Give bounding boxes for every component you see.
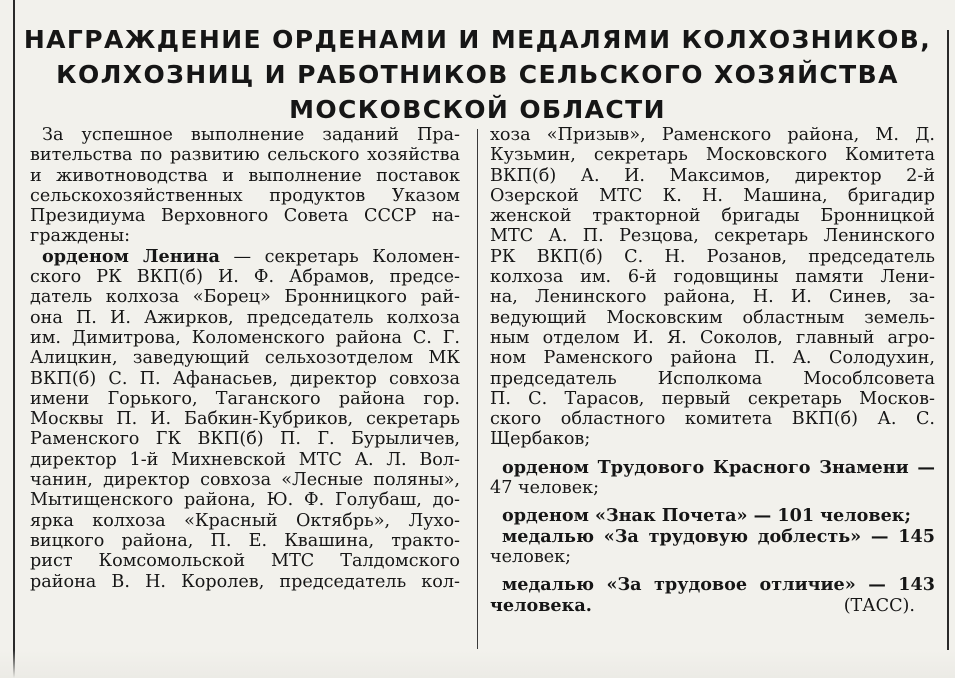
body-line: ВКП(б) С. П. Афанасьев, директор совхоза	[30, 368, 460, 389]
body-line: женской тракторной бригады Бронницкой	[490, 206, 935, 227]
body-line: чанин, директор совхоза «Лесные поляны»,	[30, 470, 460, 491]
body-line: ведующий Московским областным земель-	[490, 307, 935, 328]
award-lenin-lead: орденом Ленина	[42, 246, 220, 267]
body-line: Москвы П. И. Бабкин-Кубриков, секретарь	[30, 409, 460, 430]
award-trudovoe-krasnoe-znamya: орденом Трудового Красного Знамени —	[502, 457, 935, 478]
body-line: Президиума Верховного Совета СССР на-	[30, 206, 460, 227]
award-count-line: человека.	[490, 594, 592, 616]
body-line: вительства по развитию сельского хозяйства	[30, 145, 460, 166]
body-line: хоза «Призыв», Раменского района, М. Д.	[490, 125, 935, 145]
body-line: ном Раменского района П. А. Солодухин,	[490, 348, 935, 369]
body-line: рист Комсомольской МТС Талдомского	[30, 551, 460, 572]
paper-edge	[0, 650, 955, 678]
body-line: председатель Исполкома Мособлсовета	[490, 368, 935, 389]
body-line: вицкого района, П. Е. Квашина, тракто-	[30, 530, 460, 551]
award-znak-pocheta: орденом «Знак Почета» — 101 человек;	[502, 506, 912, 527]
body-line: на, Ленинского района, Н. И. Синев, за-	[490, 287, 935, 308]
body-line: Алицкин, заведующий сельхозотделом МК	[30, 348, 460, 369]
body-line: ского областного комитета ВКП(б) А. С.	[490, 409, 935, 430]
body-line: им. Димитрова, Коломенского района С. Г.	[30, 327, 460, 348]
body-line: директор 1-й Михневской МТС А. Л. Вол-	[30, 449, 460, 470]
award-trudovaya-doblest: медалью «За трудовую доблесть» — 145	[502, 526, 935, 547]
award-lead-line: орденом Ленина — секретарь Коломен-	[42, 246, 460, 267]
column-divider	[477, 129, 478, 649]
headline-line: НАГРАЖДЕНИЕ ОРДЕНАМИ И МЕДАЛЯМИ КОЛХОЗНИКОВ,	[23, 25, 932, 54]
body-line: За успешное выполнение заданий Пра-	[42, 125, 460, 145]
award-trudovoe-otlichie: медалью «За трудовое отличие» — 143	[502, 575, 935, 596]
body-line: ным отделом И. Я. Соколов, главный агро-	[490, 327, 935, 348]
body-line: Раменского ГК ВКП(б) П. Г. Бурыличев,	[30, 429, 460, 450]
right-column	[490, 125, 935, 616]
body-line: МТС А. П. Резцова, секретарь Ленинского	[490, 226, 935, 247]
body-line: колхоза им. 6-й годовщины памяти Лени-	[490, 267, 935, 288]
body-line: Щербаков;	[490, 429, 591, 450]
body-line: и животноводства и выполнение поставок	[30, 165, 460, 186]
body-line: имени Горького, Таганского района гор.	[30, 388, 460, 409]
body-line: Кузьмин, секретарь Московского Комитета	[490, 145, 935, 166]
body-line: Мытищенского района, Ю. Ф. Голубаш, до-	[30, 490, 460, 511]
headline-line: КОЛХОЗНИЦ И РАБОТНИКОВ СЕЛЬСКОГО ХОЗЯЙСТВА	[56, 60, 899, 89]
body-line: ярка колхоза «Красный Октябрь», Лухо-	[30, 510, 460, 531]
body-line: ВКП(б) А. И. Максимов, директор 2-й	[490, 165, 935, 186]
closing-line	[490, 596, 935, 616]
award-count-line: человек;	[490, 546, 572, 567]
body-line: Озерской МТС К. Н. Машина, бригадир	[490, 185, 935, 206]
award-count-line: 47 человек;	[490, 478, 600, 499]
article-headline	[22, 22, 933, 127]
body-line: П. С. Тарасов, первый секретарь Москов-	[490, 388, 935, 409]
body-line: она П. И. Ажирков, председатель колхоза	[30, 307, 460, 328]
article-body	[30, 125, 940, 655]
body-line: датель колхоза «Борец» Бронницкого рай-	[30, 287, 460, 308]
left-column	[30, 125, 460, 592]
body-line: РК ВКП(б) С. Н. Розанов, председатель	[490, 246, 935, 267]
body-line: граждены:	[30, 226, 131, 247]
page-border-right	[947, 30, 949, 650]
news-source: (ТАСС).	[843, 595, 915, 616]
body-line: сельскохозяйственных продуктов Указом	[30, 185, 460, 206]
headline-line: МОСКОВСКОЙ ОБЛАСТИ	[289, 95, 666, 124]
body-line: ского РК ВКП(б) И. Ф. Абрамов, предсе-	[30, 267, 460, 288]
body-line: района В. Н. Королев, председатель кол-	[30, 571, 460, 592]
page-border-left	[13, 0, 15, 678]
